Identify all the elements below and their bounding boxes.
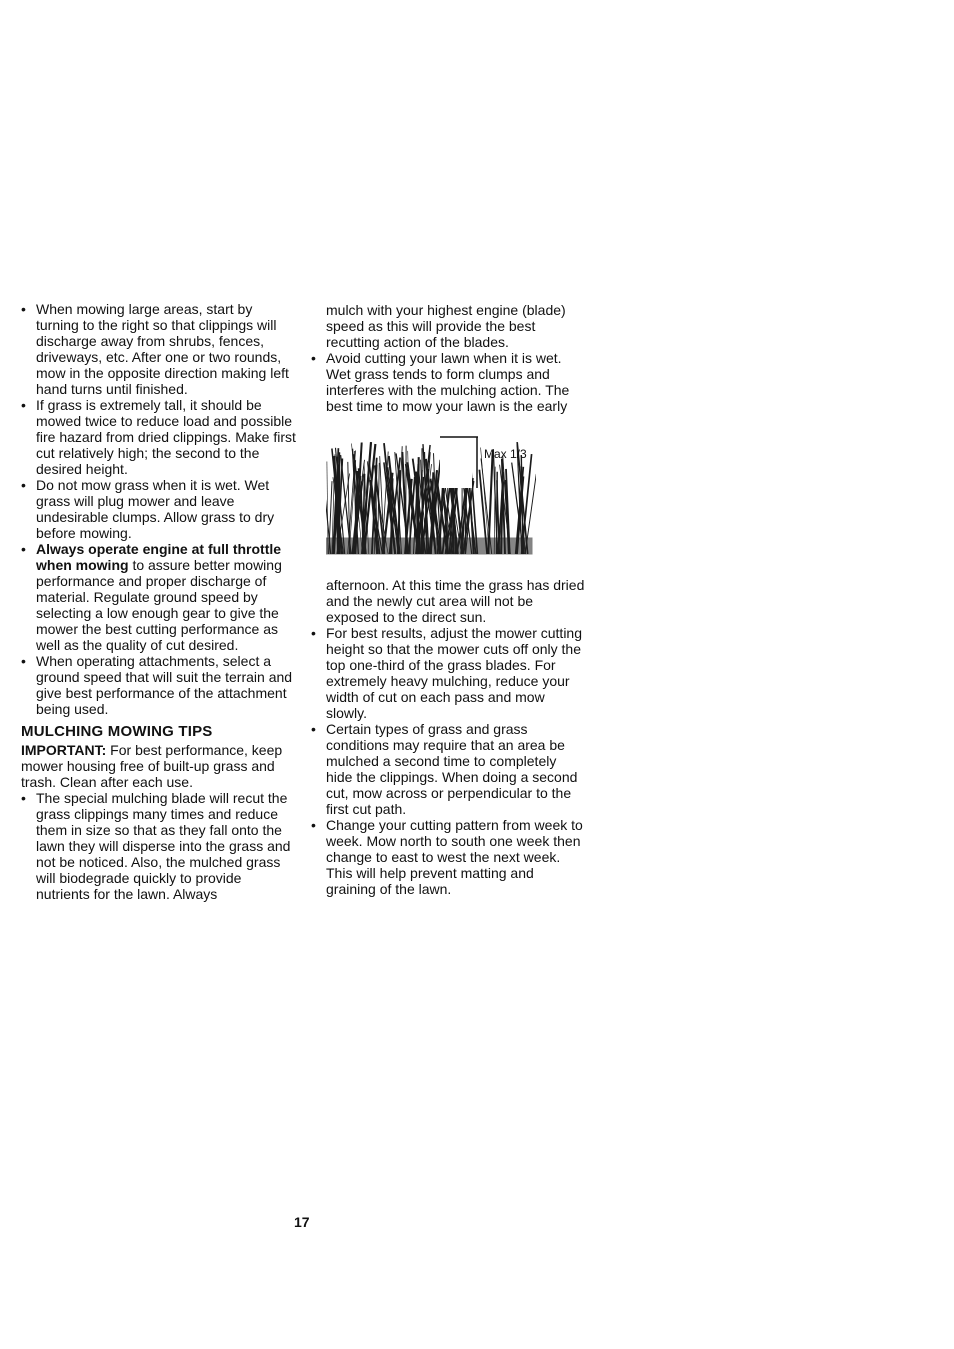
list-item <box>21 301 296 397</box>
list-item-text: Do not mow grass when it is wet. Wet grass will plug mower and leave undesirable clumps. Allow grass to dry before mowing. <box>36 477 275 541</box>
page-number: 17 <box>294 1214 310 1230</box>
grass-illustration <box>326 434 536 556</box>
list-item-text: The special mulching blade will recut the grass clippings many times and reduce them in size so that as they fall onto the lawn they will disperse into the grass and not be noticed. Also, the mulched grass will biodegrade quickly to provide nutrients for the lawn. Always <box>36 790 291 902</box>
list-item-text: When operating attachments, select a ground speed that will suit the terrain and give best performance of the attachment being used. <box>36 653 293 717</box>
important-label: IMPORTANT: <box>21 742 107 758</box>
throttle-warning-bold: Always operate engine at full throttle when mowing <box>36 541 282 573</box>
list-item <box>311 350 586 414</box>
bullet-marker: • <box>21 541 26 557</box>
list-item-text: If grass is extremely tall, it should be mowed twice to reduce load and possible fire hazard from dried clippings. Make first cut relatively high; the second to the desired height. <box>36 397 296 477</box>
right-column-bottom <box>311 577 586 897</box>
bullet-marker: • <box>21 790 26 806</box>
bullet-marker: • <box>21 653 26 669</box>
list-item-text: Certain types of grass and grass conditions may require that an area be mulched a second time to completely hide the clippings. When doing a second cut, mow across or perpendicular to the first cut path. <box>326 721 578 817</box>
left-column <box>21 301 296 902</box>
list-item-text: to assure better mowing performance and proper discharge of material. Regulate ground speed by selecting a low enough gear to give the mower the best cutting performance as well as the quality of cut desired. <box>36 557 282 653</box>
max-third-label: Max 1/3 <box>484 447 527 461</box>
bullet-marker: • <box>311 625 316 641</box>
bullet-marker: • <box>21 477 26 493</box>
list-item <box>21 790 296 902</box>
list-item <box>21 653 296 717</box>
list-item-text: Avoid cutting your lawn when it is wet. Wet grass tends to form clumps and interferes with the mulching action. The best time to mow your lawn is the early <box>326 350 570 414</box>
grass-height-figure <box>326 434 536 556</box>
list-item-text: Change your cutting pattern from week to week. Mow north to south one week then change to east to west the next week. This will help prevent matting and graining of the lawn. <box>326 817 583 897</box>
bullet-marker: • <box>311 721 316 737</box>
list-item-text: When mowing large areas, start by turning to the right so that clippings will discharge away from shrubs, fences, driveways, etc. After one or two rounds, mow in the opposite direction making left hand turns until finished. <box>36 301 289 397</box>
continued-text: afternoon. At this time the grass has dried and the newly cut area will not be exposed to the direct sun. <box>326 577 585 625</box>
bullet-marker: • <box>21 301 26 317</box>
important-text: For best performance, keep mower housing free of built-up grass and trash. Clean after each use. <box>21 742 283 790</box>
bullet-marker: • <box>311 350 316 366</box>
list-item <box>21 541 296 653</box>
grass-base <box>326 538 532 554</box>
list-item-text: For best results, adjust the mower cutting height so that the mower cuts off only the top one-third of the grass blades. For extremely heavy mulching, reduce your width of cut on each pass and mow slowly. <box>326 625 582 721</box>
important-note <box>21 742 296 790</box>
continued-text: mulch with your highest engine (blade) speed as this will provide the best recutting action of the blades. <box>326 302 566 350</box>
list-item <box>21 477 296 541</box>
bullet-marker: • <box>21 397 26 413</box>
list-item <box>311 721 586 817</box>
bullet-marker: • <box>311 817 316 833</box>
list-item <box>311 625 586 721</box>
list-item <box>21 397 296 477</box>
right-column-top <box>311 302 586 414</box>
section-heading: MULCHING MOWING TIPS <box>21 723 213 740</box>
list-item <box>311 817 586 897</box>
